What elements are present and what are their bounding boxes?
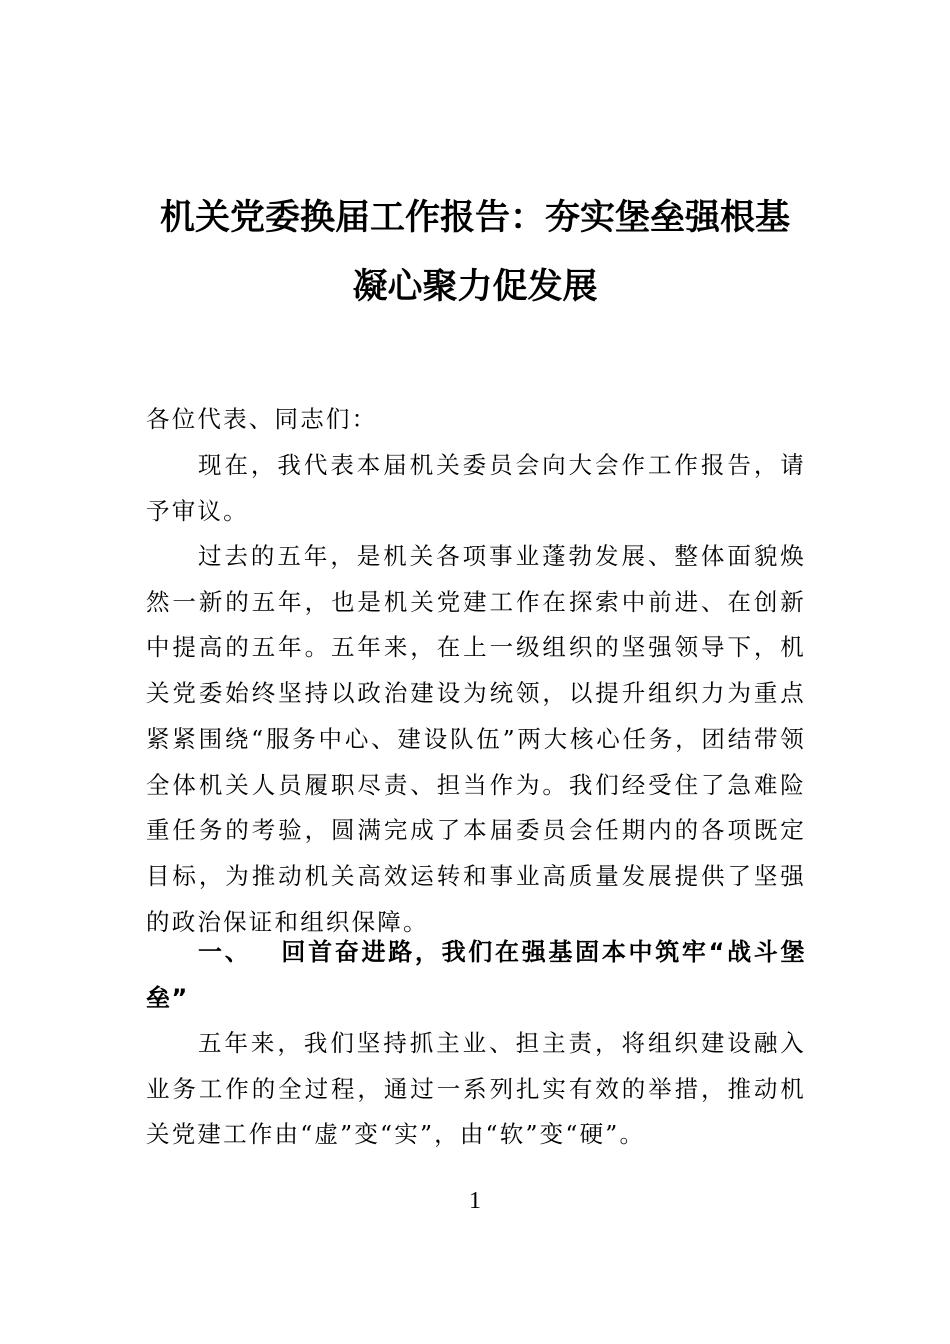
section-paragraph: 五年来，我们坚持抓主业、担主责，将组织建设融入业务工作的全过程，通过一系列扎实有效的举措，推动机关党建工作由“虚”变“实”，由“软”变“硬”。 (146, 1029, 806, 1149)
page-number: 1 (469, 1188, 481, 1214)
document-title-line-1: 机关党委换届工作报告：夯实堡垒强根基 (159, 197, 790, 238)
section-heading-number: 一、 (198, 938, 252, 966)
salutation: 各位代表、同志们： (146, 405, 378, 433)
paragraph-intro: 现在，我代表本届机关委员会向大会作工作报告，请予审议。 (146, 451, 806, 525)
section-heading (146, 930, 806, 1021)
section-heading-text: 回首奋进路，我们在强基固本中筑牢“战斗堡垒” (146, 938, 806, 1012)
paragraph-review: 过去的五年，是机关各项事业蓬勃发展、整体面貌焕然一新的五年，也是机关党建工作在探索中前进、在创新中提高的五年。五年来，在上一级组织的坚强领导下，机关党委始终坚持以政治建设为统领，以提升组织力为重点紧紧围绕“服务中心、建设队伍”两大核心任务，团结带领全体机关人员履职尽责、担当作为。我们经受住了急难险重任务的考验，圆满完成了本届委员会任期内的各项既定目标，为推动机关高效运转和事业高质量发展提供了坚强的政治保证和组织保障。 (146, 542, 806, 936)
document-title-line-2: 凝心聚力促发展 (352, 266, 598, 307)
